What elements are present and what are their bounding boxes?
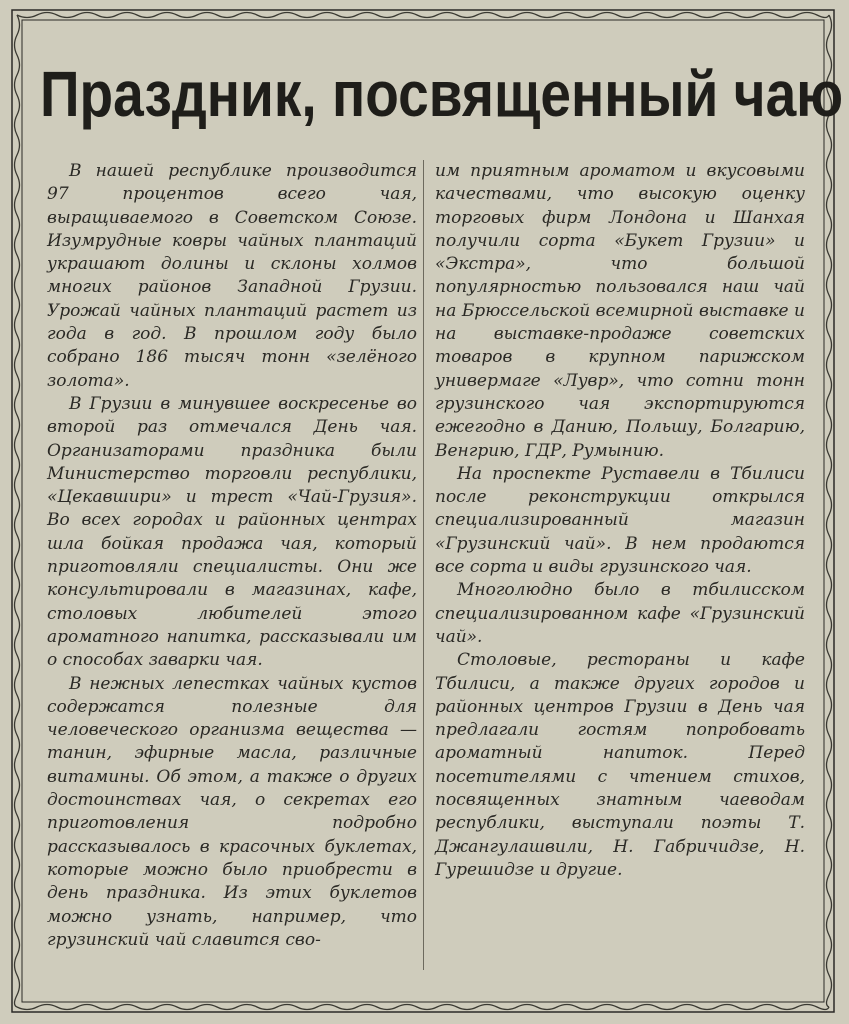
article-body xyxy=(0,160,849,980)
article-headline: Праздник, посвященный чаю xyxy=(40,58,844,130)
paragraph: В нашей республике производится 97 процентов всего чая, выращиваемого в Советском Союзе. Изумрудные ковры чайных плантаций украшают долины и склоны холмов многих районов Западной Грузии. Урожай чайных плантаций растет из года в год. В прошлом году было собрано 186 тысяч тонн «зелёного золота». xyxy=(47,161,417,391)
paragraph: На проспекте Руставели в Тбилиси после реконструкции открылся специализированный магазин «Грузинский чай». В нем продаются все сорта и виды грузинского чая. xyxy=(435,463,805,578)
left-column xyxy=(47,160,417,952)
right-column xyxy=(435,160,805,882)
paragraph: В Грузии в минувшее воскресенье во второй раз отмечался День чая. Организаторами праздника были Министерство торговли республики, «Цекавшири» и трест «Чай-Грузия». Во всех городах и районных центрах шла бойкая продажа чая, который приготовляли специалисты. Они же консультировали в магазинах, кафе, столовых любителей этого ароматного напитка, рассказывали им о способах заварки чая. xyxy=(47,393,417,671)
paragraph: Столовые, рестораны и кафе Тбилиси, а также других городов и районных центров Грузии в День чая предлагали гостям попробовать ароматный напиток. Перед посетителями с чтением стихов, посвященных знатным чаеводам республики, выступали поэты Т. Джангулашвили, Н. Габричидзе, Н. Гурешидзе и другие. xyxy=(435,650,805,880)
paragraph: им приятным ароматом и вкусовыми качествами, что высокую оценку торговых фирм Лондона и Шанхая получили сорта «Букет Грузии» и «Экстра», что большой популярностью пользовался наш чай на Брюссельской всемирной выставке и на выставке-продаже советских товаров в крупном парижском универмаге «Лувр», что сотни тонн грузинского чая экспортируются ежегодно в Данию, Польшу, Болгарию, Венгрию, ГДР, Румынию. xyxy=(435,161,805,461)
paragraph: Многолюдно было в тбилисском специализированном кафе «Грузинский чай». xyxy=(435,580,805,647)
paragraph: В нежных лепестках чайных кустов содержатся полезные для человеческого организма вещества — танин, эфирные масла, различные витамины. Об этом, а также о других достоинствах чая, о секретах его приготовления подробно рассказывалось в красочных буклетах, которые можно было приобрести в день праздника. Из этих буклетов можно узнать, например, что грузинский чай славится сво- xyxy=(47,673,417,950)
